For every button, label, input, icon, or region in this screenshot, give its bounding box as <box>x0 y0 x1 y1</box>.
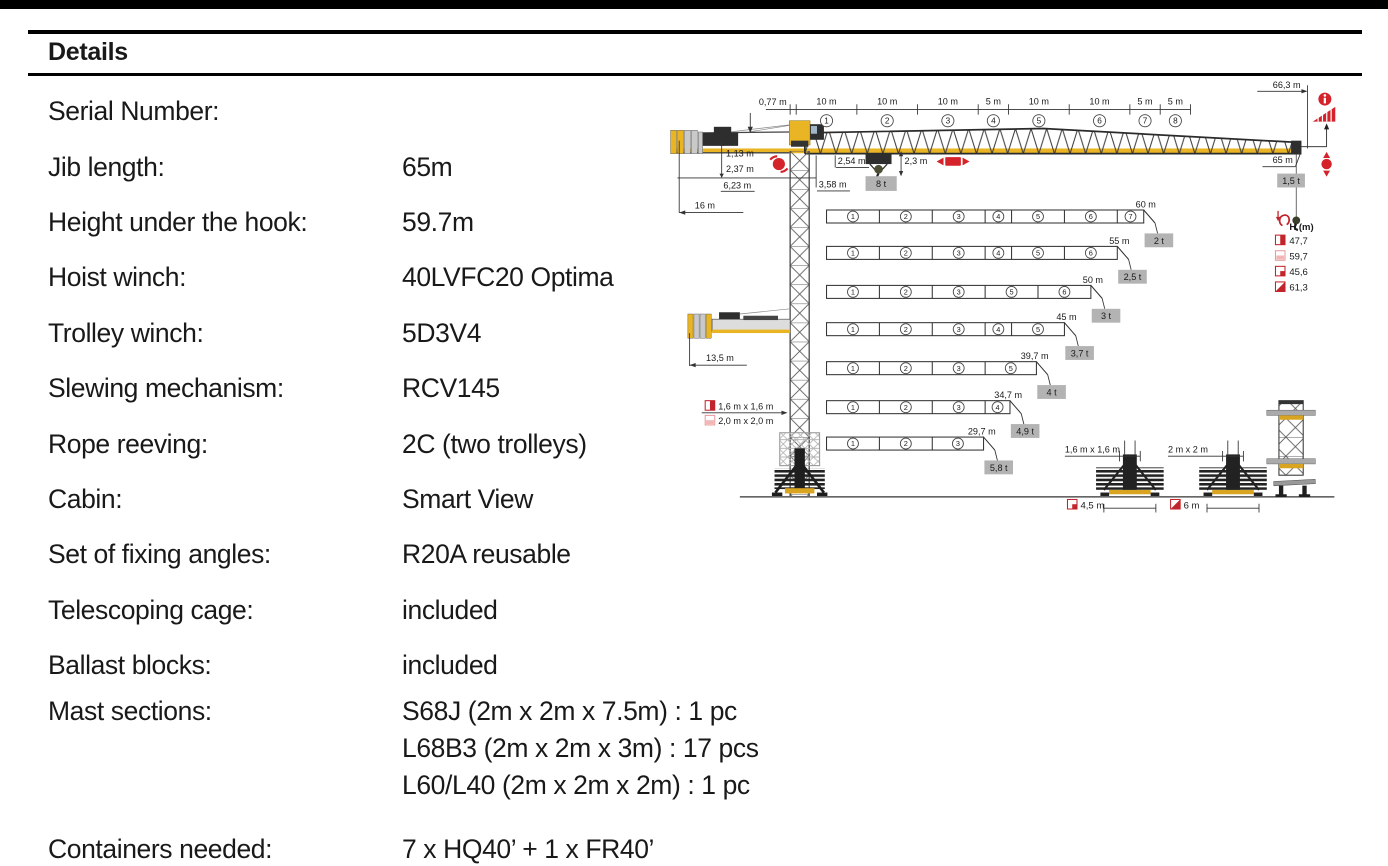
variant-capacity-value: 5,8 t <box>989 462 1008 473</box>
section-number: 1 <box>850 363 856 373</box>
page-title: Details <box>48 38 128 66</box>
section-number: 6 <box>1088 212 1093 222</box>
section-number: 2 <box>903 248 908 258</box>
jib-root-offset-label: 0,77 m <box>758 97 787 108</box>
section-number: 5 <box>1035 248 1041 258</box>
mast-stack-drawing <box>1267 401 1316 497</box>
load-chart-icon <box>1313 107 1336 122</box>
section-number: 7 <box>1142 116 1148 126</box>
table-row: Containers needed: 7 x HQ40’ + 1 x FR40’ <box>48 834 655 865</box>
section-number: 8 <box>1173 116 1178 126</box>
base-cross-section-label: 1,6 m x 1,6 m <box>1064 444 1120 455</box>
section-number: 1 <box>824 116 829 126</box>
variant-length-label: 60 m <box>1135 199 1156 210</box>
variant-capacity-value: 4 t <box>1046 387 1057 398</box>
table-row-mast-sections: Mast sections: S68J (2m x 2m x 7.5m) : 1 pc L68B3 (2m x 2m x 3m) : 17 pcs L60/L40 (2m x 2m x 2m) : 1 pc <box>48 693 668 822</box>
dim-head-offset: 3,58 m <box>818 179 847 190</box>
section-number: 4 <box>995 402 1000 412</box>
slewing-unit <box>791 141 808 147</box>
dim-jib-depth: 1,13 m <box>726 148 754 159</box>
section-number: 2 <box>903 287 908 297</box>
jib-length-variants <box>827 199 1174 474</box>
variant-length-label: 34,7 m <box>994 390 1023 401</box>
jib-segment-length: 5 m <box>985 96 1001 107</box>
table-row: Cabin: Smart View <box>48 483 533 514</box>
mast-section-line: L68B3 (2m x 2m x 3m) : 17 pcs <box>402 733 759 764</box>
section-number: 5 <box>1036 116 1042 126</box>
mast-cross-section-labels <box>702 401 788 426</box>
section-number: 3 <box>956 248 961 258</box>
config-icon-b <box>705 415 715 425</box>
tip-radius-label: 65 m <box>1272 155 1293 166</box>
jib-segment-length: 10 m <box>1089 96 1110 107</box>
section-number: 2 <box>903 324 908 334</box>
dim-counterjib: 6,23 m <box>723 180 752 191</box>
config-icon-d <box>1275 282 1285 292</box>
base-width-label: 4,5 m <box>1080 500 1105 512</box>
variant-bar <box>827 246 1118 259</box>
details-header <box>28 30 1362 76</box>
up-arrow-head <box>1324 123 1329 129</box>
table-row: Height under the hook: 59.7m <box>48 206 474 237</box>
variant-length-label: 39,7 m <box>1020 351 1049 362</box>
section-number: 6 <box>1097 116 1102 126</box>
section-number: 2 <box>884 116 890 126</box>
section-number: 2 <box>903 363 908 373</box>
section-number: 3 <box>956 287 961 297</box>
slewing-rotation-icon <box>770 156 787 172</box>
trolley-hook <box>866 154 892 180</box>
jib-segment-length: 10 m <box>877 96 898 107</box>
table-row: Telescoping cage: included <box>48 594 498 625</box>
variant-length-label: 55 m <box>1109 235 1130 246</box>
section-number: 3 <box>955 439 960 449</box>
jib-segment-length: 10 m <box>1028 96 1049 107</box>
base-drawings <box>1065 441 1267 513</box>
dim-counterjib-radius: 16 m <box>694 200 716 211</box>
table-row: Serial Number: <box>48 96 220 127</box>
total-length-label: 66,3 m <box>1272 80 1301 90</box>
legend-value: 61,3 <box>1289 282 1308 294</box>
variant-length-label: 50 m <box>1082 274 1103 285</box>
section-number: 4 <box>991 116 996 126</box>
section-number: 1 <box>850 324 856 334</box>
section-number: 5 <box>1035 324 1041 334</box>
dim-head-height: 2,37 m <box>726 163 754 174</box>
table-row: Trolley winch: 5D3V4 <box>48 317 482 348</box>
max-capacity-value: 8 t <box>876 179 887 190</box>
section-number: 7 <box>1128 212 1133 222</box>
hook-height-icon <box>1276 211 1289 226</box>
base-width-label: 6 m <box>1183 500 1200 512</box>
variant-length-label: 29,7 m <box>967 426 996 437</box>
section-number: 3 <box>956 212 961 222</box>
transport-config-drawing <box>688 309 790 368</box>
table-row: Ballast blocks: included <box>48 650 498 681</box>
config-icon-c <box>1067 499 1077 509</box>
variant-capacity-value: 2,5 t <box>1123 272 1142 283</box>
total-length-dim <box>1257 80 1307 148</box>
legend-title: H (m) <box>1289 221 1314 233</box>
section-number: 4 <box>996 324 1001 334</box>
table-row: Set of fixing angles: R20A reusable <box>48 539 571 570</box>
top-black-bar <box>0 0 1388 9</box>
mast-section-line: S68J (2m x 2m x 7.5m) : 1 pc <box>402 696 737 727</box>
crane-diagram <box>610 80 1388 600</box>
mast-cross-section-label: 2,0 m x 2,0 m <box>718 416 774 427</box>
table-row: Hoist winch: 40LVFC20 Optima <box>48 262 614 293</box>
section-number: 1 <box>850 439 856 449</box>
section-number: 5 <box>1009 287 1014 297</box>
info-icon <box>1318 93 1331 106</box>
section-number: 1 <box>850 402 856 412</box>
config-icon-c <box>1275 266 1285 276</box>
mast-section-line: L60/L40 (2m x 2m x 2m) : 1 pc <box>402 770 750 801</box>
section-number: 5 <box>1008 363 1013 373</box>
section-number: 3 <box>956 324 961 334</box>
base-cross-section-label: 2 m x 2 m <box>1168 444 1208 455</box>
variant-capacity-value: 4,9 t <box>1016 426 1034 437</box>
section-number: 3 <box>945 116 951 126</box>
section-number: 5 <box>1035 212 1041 222</box>
cab-window <box>811 126 817 134</box>
variant-capacity-value: 3,7 t <box>1070 348 1089 359</box>
tip-capacity-value: 1,5 t <box>1282 176 1300 186</box>
variant-capacity-value: 3 t <box>1100 311 1112 322</box>
table-row: Slewing mechanism: RCV145 <box>48 373 500 404</box>
section-number: 4 <box>996 212 1001 222</box>
variant-capacity-value: 2 t <box>1153 235 1164 246</box>
jib-segment-dimensions <box>759 96 1191 127</box>
trolley-travel-icon <box>937 157 970 166</box>
config-icon-b <box>1275 251 1285 261</box>
jib-segment-length: 5 m <box>1167 96 1183 107</box>
section-number: 2 <box>903 212 908 222</box>
dim-hook-clearance: 2,3 m <box>904 156 928 167</box>
table-row: Jib length: 65m <box>48 151 453 182</box>
config-icon-a <box>1275 235 1285 245</box>
section-number: 1 <box>850 248 856 258</box>
config-icon-d <box>1171 499 1181 509</box>
hook-height-legend <box>1275 211 1313 294</box>
section-number: 1 <box>850 212 856 222</box>
section-number: 1 <box>850 287 856 297</box>
crane-side-view <box>671 121 1335 497</box>
section-number: 2 <box>903 439 908 449</box>
section-number: 6 <box>1062 287 1067 297</box>
section-number: 2 <box>903 402 908 412</box>
mast-cross-section-label: 1,6 m x 1,6 m <box>718 401 774 412</box>
section-number: 4 <box>996 248 1001 258</box>
legend-value: 45,6 <box>1289 267 1308 278</box>
section-number: 3 <box>956 363 961 373</box>
variant-length-label: 45 m <box>1056 312 1077 323</box>
section-number: 3 <box>956 402 961 412</box>
legend-value: 47,7 <box>1289 235 1308 247</box>
transport-length-label: 13,5 m <box>706 352 734 363</box>
config-icon-a <box>705 401 715 411</box>
jib-segment-length: 5 m <box>1137 96 1153 107</box>
tip-capacity-group <box>866 153 1305 191</box>
hoist-up-down-icon <box>1321 152 1331 177</box>
variant-bar <box>827 323 1065 336</box>
table-row: Rope reeving: 2C (two trolleys) <box>48 428 587 459</box>
jib-segment-length: 10 m <box>937 96 958 107</box>
legend-value: 59,7 <box>1289 251 1308 263</box>
jib-segment-length: 10 m <box>816 96 837 107</box>
dim-trolley: 2,54 m <box>837 156 866 167</box>
section-number: 6 <box>1088 248 1093 258</box>
